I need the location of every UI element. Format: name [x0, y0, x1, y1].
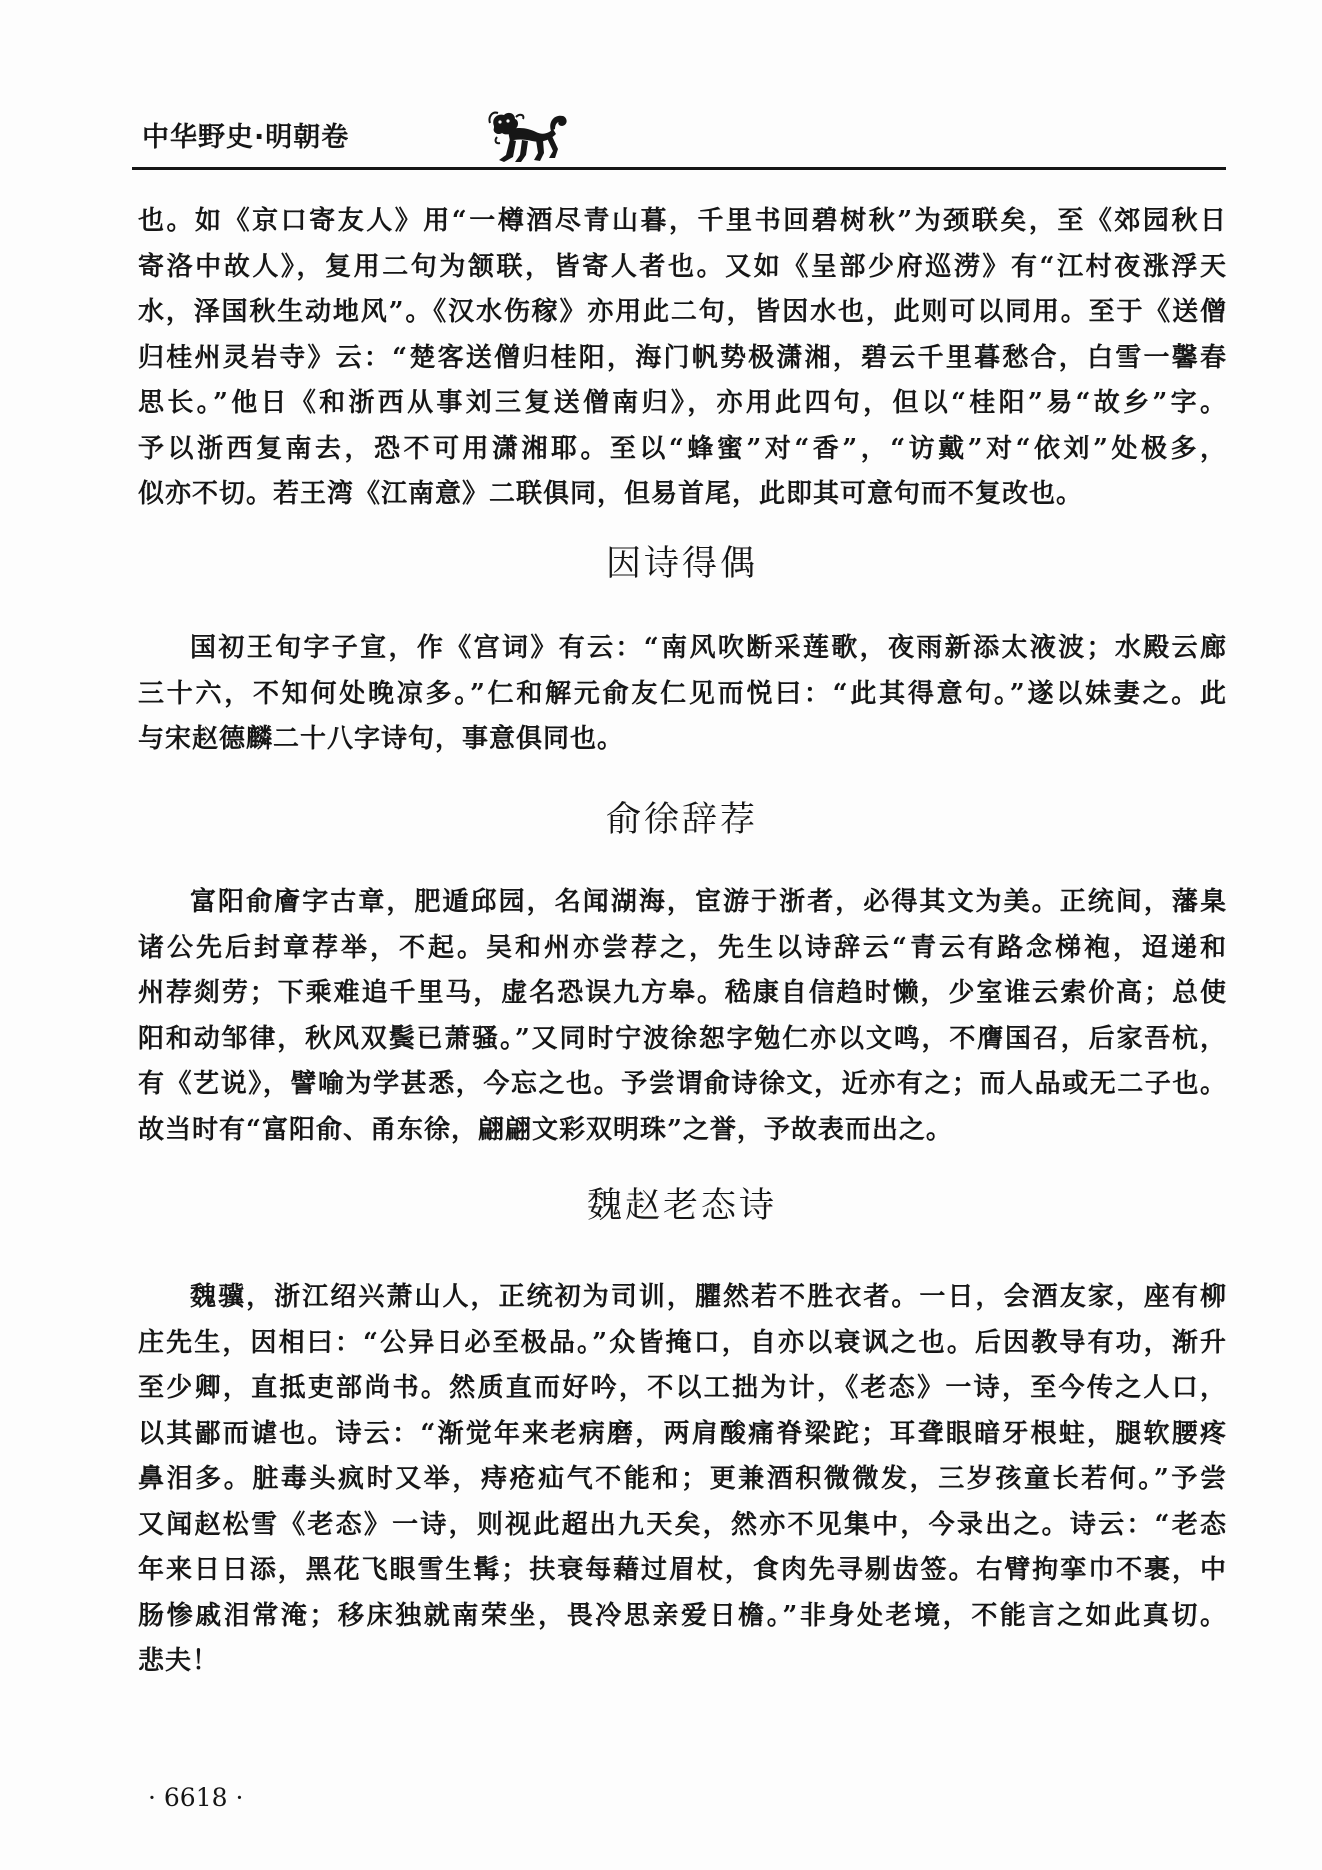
lion-emblem-icon [488, 110, 570, 168]
text-line: 也。如《京口寄友人》用“一樽酒尽青山暮，千里书回碧树秋”为颈联矣，至《郊园秋日 [138, 206, 1226, 236]
section-title: 因诗得偶 [605, 544, 758, 584]
text-line: 有《艺说》，譬喻为学甚悉，今忘之也。予尝谓俞诗徐文，近亦有之；而人品或无二子也。 [138, 1069, 1226, 1099]
section-title: 俞徐辞荐 [605, 800, 758, 840]
text-line: 与宋赵德麟二十八字诗句，事意俱同也。 [138, 724, 625, 754]
text-line: 以其鄙而谑也。诗云：“渐觉年来老病磨，两肩酸痛脊梁跎；耳聋眼暗牙根蛀，腿软腰疼 [138, 1418, 1226, 1449]
paragraph [138, 199, 1226, 518]
text-line: 思长。”他日《和浙西从事刘三复送僧南归》，亦用此四句，但以“桂阳”易“故乡”字。 [138, 388, 1226, 418]
text-line: 寄洛中故人》，复用二句为颔联，皆寄人者也。又如《呈部少府巡涝》有“江村夜涨浮天 [138, 251, 1226, 282]
text-line: 富阳俞廥字古章，肥遁邱园，名闻湖海，宦游于浙者，必得其文为美。正统间，藩臬 [190, 887, 1226, 917]
paragraph [138, 880, 1226, 1153]
text-line: 国初王旬字子宣，作《宫词》有云：“南风吹断采莲歌，夜雨新添太液波；水殿云廊 [190, 633, 1226, 663]
text-line: 水，泽国秋生动地风”。《汉水伤稼》亦用此二句，皆因水也，此则可以同用。至于《送僧 [138, 297, 1226, 327]
text-line: 肠惨戚泪常淹；移床独就南荣坐，畏冷思亲爱日檐。”非身处老境，不能言之如此真切。 [138, 1600, 1226, 1631]
text-line: 三十六，不知何处晚凉多。”仁和解元俞友仁见而悦曰：“此其得意句。”遂以妹妻之。此 [138, 678, 1226, 709]
text-line: 庄先生，因相曰：“公异日必至极品。”众皆掩口，自亦以衰讽之也。后因教导有功，渐升 [138, 1327, 1226, 1358]
text-line: 诸公先后封章荐举，不起。吴和州亦尝荐之，先生以诗辞云“青云有路念梯袍，迢递和 [138, 932, 1226, 963]
paragraph [138, 1275, 1226, 1685]
text-line: 归桂州灵岩寺》云：“楚客送僧归桂阳，海门帆势极潇湘，碧云千里暮愁合，白雪一馨春 [138, 342, 1226, 373]
paragraph [138, 626, 1226, 763]
section-title: 魏赵老态诗 [586, 1186, 777, 1226]
text-line: 似亦不切。若王湾《江南意》二联俱同，但易首尾，此即其可意句而不复改也。 [138, 479, 1084, 509]
text-line: 鼻泪多。脏毒头疯时又举，痔疮疝气不能和；更兼酒积微微发，三岁孩童长若何。”予尝 [138, 1464, 1226, 1494]
header-rule [132, 167, 1226, 170]
text-line: 至少卿，直抵吏部尚书。然质直而好吟，不以工拙为计，《老态》一诗，至今传之人口， [138, 1373, 1226, 1403]
text-line: 又闻赵松雪《老态》一诗，则视此超出九天矣，然亦不见集中，今录出之。诗云：“老态 [138, 1509, 1226, 1540]
text-line: 故当时有“富阳俞、甬东徐，翩翩文彩双明珠”之誉，予故表而出之。 [138, 1114, 953, 1145]
text-line: 悲夫！ [138, 1646, 220, 1676]
page-number: · 6618 · [148, 1783, 244, 1812]
text-line: 魏骥，浙江绍兴萧山人，正统初为司训，臞然若不胜衣者。一日，会酒友家，座有柳 [190, 1282, 1226, 1312]
text-line: 年来日日添，黑花飞眼雪生髯；扶衰每藉过眉杖，食肉先寻剔齿签。右臂拘挛巾不裹，中 [138, 1555, 1226, 1585]
text-line: 予以浙西复南去，恐不可用潇湘耶。至以“蜂蜜”对“香”，“访戴”对“依刘”处极多， [138, 433, 1226, 464]
text-line: 州荐剡劳；下乘难追千里马，虚名恐误九方皋。嵇康自信趋时懒，少室谁云索价高；总使 [138, 978, 1226, 1008]
running-head-title: 中华野史·明朝卷 [142, 122, 350, 153]
text-line: 阳和动邹律，秋风双鬓已萧骚。”又同时宁波徐恕字勉仁亦以文鸣，不膺国召，后家吾杭， [138, 1023, 1226, 1054]
